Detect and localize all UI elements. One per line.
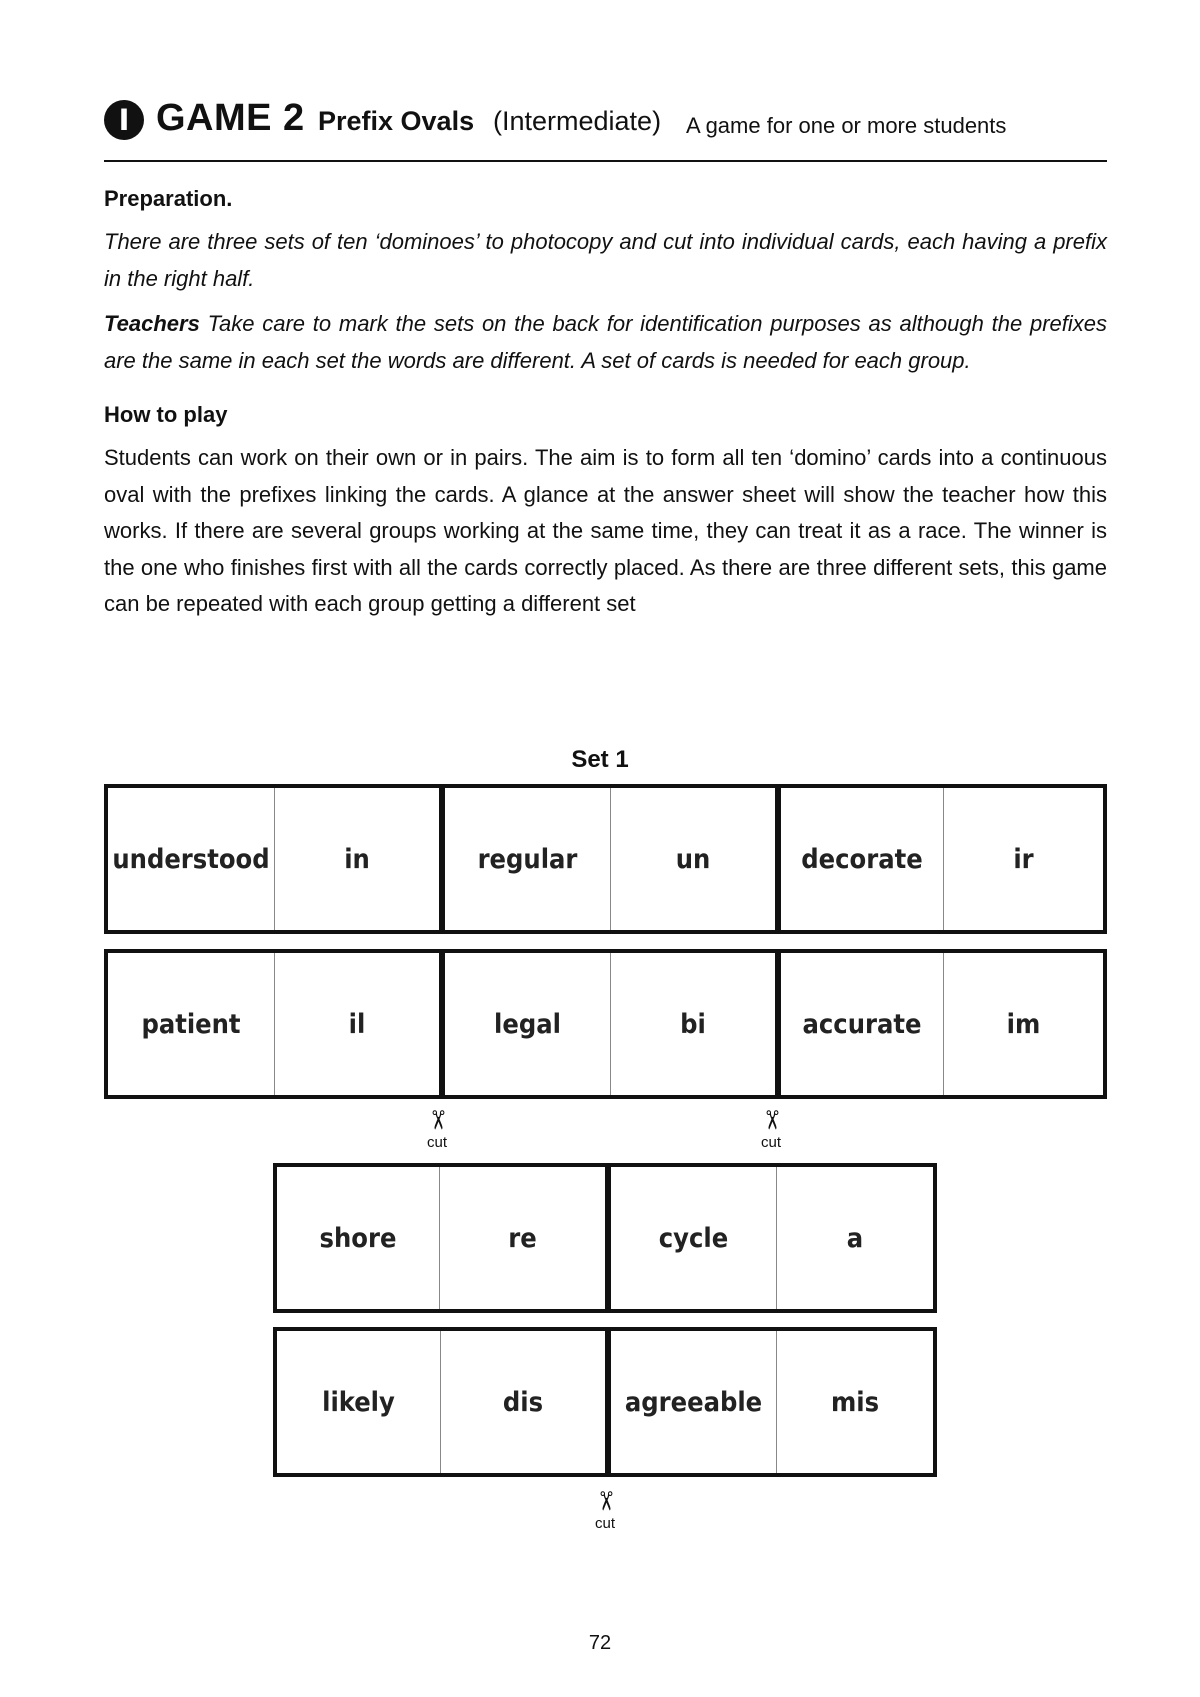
domino-row bbox=[273, 1327, 937, 1477]
cut-mark bbox=[751, 1106, 791, 1151]
domino-card bbox=[439, 788, 775, 930]
cut-label: cut bbox=[426, 1134, 447, 1151]
domino-word: regular bbox=[445, 788, 611, 930]
domino-row bbox=[273, 1163, 937, 1313]
cut-mark bbox=[417, 1106, 457, 1151]
domino-prefix: re bbox=[508, 1222, 537, 1254]
domino-word: understood bbox=[108, 788, 275, 930]
domino-prefix: im bbox=[1006, 1008, 1041, 1040]
domino-card bbox=[775, 953, 1103, 1095]
domino-card bbox=[277, 1331, 605, 1473]
domino-prefix: a bbox=[846, 1222, 864, 1254]
set-title: Set 1 bbox=[571, 746, 629, 773]
domino-card bbox=[277, 1167, 605, 1309]
domino-prefix: ir bbox=[1013, 843, 1034, 875]
domino-prefix: il bbox=[348, 1008, 366, 1040]
domino-word: cycle bbox=[611, 1167, 777, 1309]
scissors-icon: ✂ bbox=[756, 1109, 786, 1131]
scissors-icon: ✂ bbox=[422, 1109, 452, 1131]
domino-word: agreeable bbox=[611, 1331, 777, 1473]
domino-card bbox=[439, 953, 775, 1095]
preparation-body: There are three sets of ten ‘dominoes’ to photocopy and cut into individual cards, each having a prefix in the right half. bbox=[104, 229, 1107, 291]
game-header bbox=[104, 97, 1107, 162]
domino-card bbox=[605, 1167, 933, 1309]
game-name: Prefix Ovals bbox=[318, 106, 475, 136]
domino-word: legal bbox=[445, 953, 611, 1095]
domino-prefix: mis bbox=[830, 1386, 880, 1418]
cut-label: cut bbox=[594, 1515, 615, 1532]
game-description: A game for one or more students bbox=[686, 113, 1007, 138]
domino-prefix: bi bbox=[680, 1008, 706, 1040]
how-to-play-body: Students can work on their own or in pairs. The aim is to form all ten ‘domino’ cards into a continuous oval with the prefixes linking the cards. A glance at the answer sheet will show the teacher how this works. If there are several groups working at the same time, they can treat it as a race. The winner is the one who finishes first with all the cards correctly placed. As there are three different sets, this game can be repeated with each group getting a different set bbox=[104, 445, 1107, 616]
game-number: GAME 2 bbox=[156, 97, 305, 139]
domino-word: likely bbox=[277, 1331, 441, 1473]
how-to-play-heading: How to play bbox=[104, 402, 228, 427]
page-number: 72 bbox=[588, 1632, 612, 1654]
teachers-note bbox=[104, 306, 1107, 379]
domino-card bbox=[108, 953, 439, 1095]
domino-card bbox=[605, 1331, 933, 1473]
teachers-label: Teachers bbox=[104, 311, 200, 336]
preparation-heading: Preparation. bbox=[104, 186, 233, 211]
cut-mark bbox=[585, 1487, 625, 1532]
domino-word: patient bbox=[108, 953, 275, 1095]
domino-card bbox=[108, 788, 439, 930]
teachers-body: Take care to mark the sets on the back for identification purposes as although the prefixes are the same in each set the words are different. A set of cards is needed for each group. bbox=[104, 311, 1107, 373]
domino-word: decorate bbox=[781, 788, 944, 930]
level-badge: I bbox=[104, 100, 144, 140]
domino-prefix: dis bbox=[502, 1386, 544, 1418]
cut-label: cut bbox=[760, 1134, 781, 1151]
domino-row bbox=[104, 784, 1107, 934]
domino-prefix: un bbox=[675, 843, 711, 875]
game-level: (Intermediate) bbox=[493, 106, 662, 136]
header-divider bbox=[104, 160, 1107, 162]
domino-word: accurate bbox=[781, 953, 944, 1095]
domino-row bbox=[104, 949, 1107, 1099]
domino-word: shore bbox=[277, 1167, 440, 1309]
domino-card bbox=[775, 788, 1103, 930]
domino-prefix: in bbox=[344, 843, 370, 875]
scissors-icon: ✂ bbox=[590, 1490, 620, 1512]
